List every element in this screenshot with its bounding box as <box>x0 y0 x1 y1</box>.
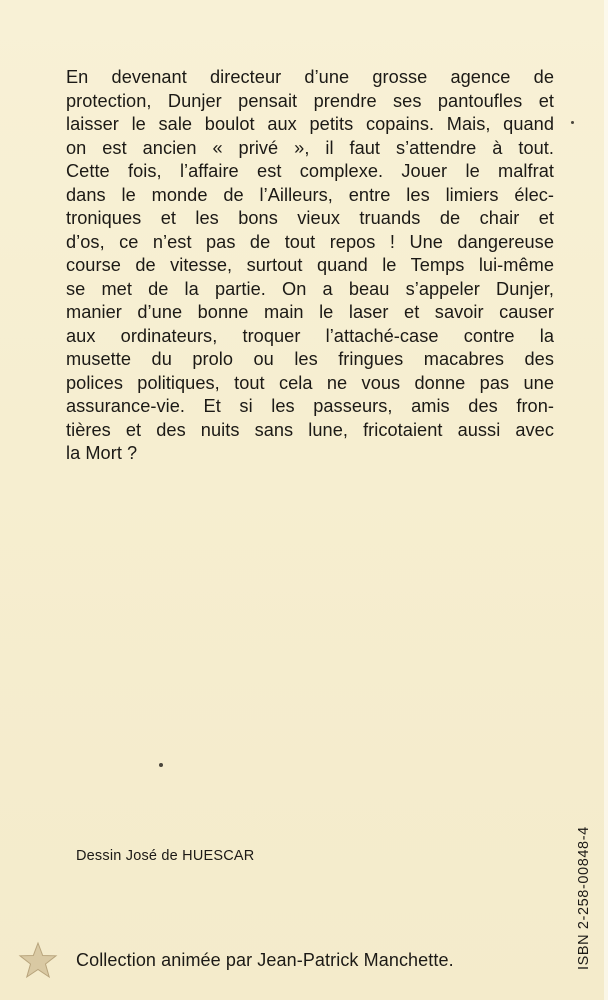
blurb-line: musette du prolo ou les fringues macabres des <box>66 349 554 369</box>
collection-credit: Collection animée par Jean-Patrick Manchette. <box>76 949 454 970</box>
blurb-line: laisser le sale boulot aux petits copains. Mais, quand <box>66 114 554 134</box>
star-icon <box>18 940 58 980</box>
page-edge <box>604 0 608 1000</box>
blurb-line: manier d’une bonne main le laser et savoir causer <box>66 302 554 322</box>
blurb-line: tières et des nuits sans lune, fricotaient aussi avec <box>66 419 554 440</box>
blurb-line: course de vitesse, surtout quand le Temps lui-même <box>66 255 554 275</box>
blurb-line: polices politiques, tout cela ne vous donne pas une <box>66 372 554 393</box>
paper-speck <box>571 121 574 124</box>
blurb-line: troniques et les bons vieux truands de chair et <box>66 208 554 228</box>
isbn-number: ISBN 2-258-00848-4 <box>576 826 592 970</box>
blurb-text <box>66 66 554 466</box>
blurb-line: se met de la partie. On a beau s’appeler Dunjer, <box>66 278 554 299</box>
blurb-line: dans le monde de l’Ailleurs, entre les limiers élec- <box>66 184 554 205</box>
collection-footer <box>18 940 454 980</box>
blurb-line: la Mort ? <box>66 443 138 463</box>
blurb-line: aux ordinateurs, troquer l’attaché-case contre la <box>66 325 554 346</box>
paper-speck <box>159 763 163 767</box>
blurb-line: Cette fois, l’affaire est complexe. Jouer le malfrat <box>66 161 554 181</box>
blurb-line: protection, Dunjer pensait prendre ses pantoufles et <box>66 90 554 111</box>
blurb-line: En devenant directeur d’une grosse agence de <box>66 67 554 87</box>
illustration-credit: Dessin José de HUESCAR <box>76 848 255 864</box>
blurb-line: assurance-vie. Et si les passeurs, amis des fron- <box>66 396 554 416</box>
blurb-line: d’os, ce n’est pas de tout repos ! Une dangereuse <box>66 231 554 252</box>
blurb-line: on est ancien « privé », il faut s’attendre à tout. <box>66 137 554 158</box>
